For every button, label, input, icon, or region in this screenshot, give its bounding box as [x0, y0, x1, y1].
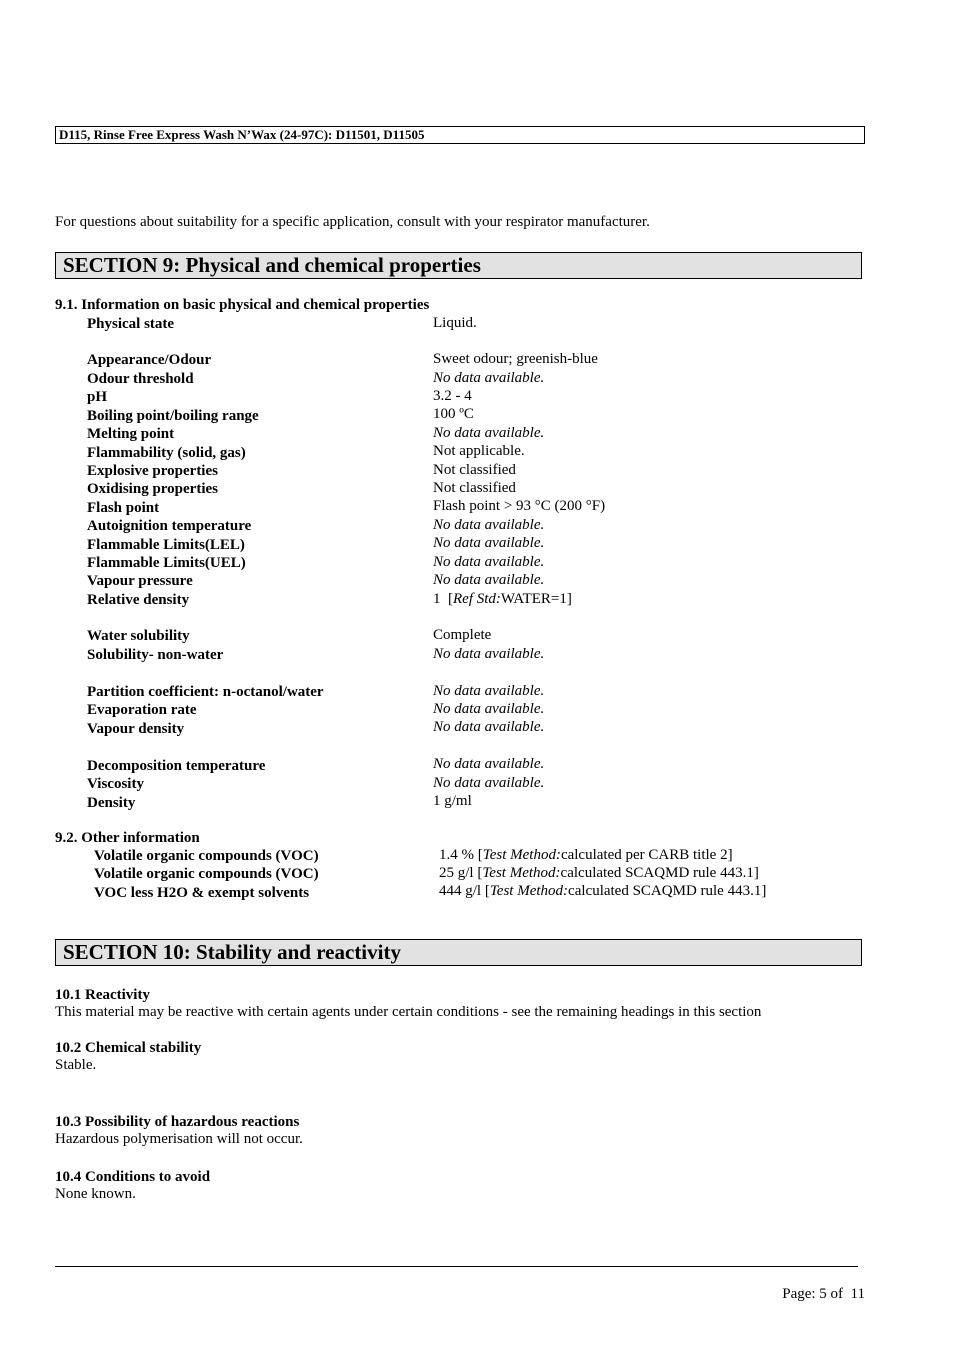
- section-10-heading: SECTION 10: Stability and reactivity: [55, 939, 862, 966]
- prop-label: Evaporation rate: [87, 702, 197, 718]
- prop-value: No data available.: [433, 775, 545, 791]
- conditions-to-avoid-text: None known.: [55, 1186, 136, 1202]
- prop-label: Appearance/Odour: [87, 352, 212, 368]
- prop-value: No data available.: [433, 370, 545, 386]
- prop-value: No data available.: [433, 701, 545, 717]
- prop-label: Odour threshold: [87, 371, 194, 387]
- prop-value: No data available.: [433, 517, 545, 533]
- subsection-9-2-heading: 9.2. Other information: [55, 830, 200, 846]
- prop-label: Flammable Limits(LEL): [87, 537, 245, 553]
- prop-value: 100 ºC: [433, 406, 474, 422]
- voc-value: 25 g/l [Test Method:calculated SCAQMD rule 443.1]: [439, 865, 759, 881]
- voc-label: Volatile organic compounds (VOC): [94, 866, 319, 882]
- prop-label: Oxidising properties: [87, 481, 218, 497]
- hazardous-reactions-heading: 10.3 Possibility of hazardous reactions: [55, 1114, 300, 1130]
- prop-value: No data available.: [433, 535, 545, 551]
- prop-value: No data available.: [433, 756, 545, 772]
- prop-label: Physical state: [87, 316, 175, 332]
- reactivity-text: This material may be reactive with certain agents under certain conditions - see the remaining headings in this section: [55, 1004, 762, 1020]
- prop-label: Vapour pressure: [87, 573, 193, 589]
- voc-label: Volatile organic compounds (VOC): [94, 848, 319, 864]
- prop-value: No data available.: [433, 646, 545, 662]
- prop-value: 1 g/ml: [433, 793, 472, 809]
- respirator-note: For questions about suitability for a specific application, consult with your respirator manufacturer.: [55, 214, 650, 230]
- prop-label: Flammability (solid, gas): [87, 445, 246, 461]
- prop-label: Partition coefficient: n-octanol/water: [87, 684, 324, 700]
- chemical-stability-text: Stable.: [55, 1057, 97, 1073]
- footer-divider: [55, 1266, 858, 1267]
- prop-label: Solubility- non-water: [87, 647, 224, 663]
- prop-label: Flammable Limits(UEL): [87, 555, 246, 571]
- prop-value: 1 [Ref Std:WATER=1]: [433, 591, 572, 607]
- prop-label: Autoignition temperature: [87, 518, 252, 534]
- prop-label: Density: [87, 795, 136, 811]
- prop-value: No data available.: [433, 683, 545, 699]
- prop-value: Not classified: [433, 480, 516, 496]
- voc-less-label: VOC less H2O & exempt solvents: [94, 885, 310, 901]
- prop-value: Not applicable.: [433, 443, 525, 459]
- prop-label: Flash point: [87, 500, 160, 516]
- prop-label: Vapour density: [87, 721, 185, 737]
- prop-value: No data available.: [433, 719, 545, 735]
- page-number: Page: 5 of 11: [782, 1286, 865, 1302]
- prop-value: Not classified: [433, 462, 516, 478]
- prop-value: Liquid.: [433, 315, 477, 331]
- subsection-9-1-heading: 9.1. Information on basic physical and chemical properties: [55, 297, 430, 313]
- chemical-stability-heading: 10.2 Chemical stability: [55, 1040, 202, 1056]
- prop-label: pH: [87, 389, 108, 405]
- voc-value: 1.4 % [Test Method:calculated per CARB title 2]: [439, 847, 733, 863]
- prop-value: Flash point > 93 °C (200 °F): [433, 498, 606, 514]
- section-9-heading: SECTION 9: Physical and chemical properties: [55, 252, 862, 279]
- prop-value: 3.2 - 4: [433, 388, 472, 404]
- prop-label: Explosive properties: [87, 463, 218, 479]
- prop-label: Boiling point/boiling range: [87, 408, 259, 424]
- prop-value: No data available.: [433, 425, 545, 441]
- conditions-to-avoid-heading: 10.4 Conditions to avoid: [55, 1169, 211, 1185]
- prop-label: Relative density: [87, 592, 190, 608]
- product-title-box: [55, 126, 865, 144]
- prop-value: No data available.: [433, 554, 545, 570]
- hazardous-reactions-text: Hazardous polymerisation will not occur.: [55, 1131, 303, 1147]
- prop-label: Water solubility: [87, 628, 190, 644]
- prop-label: Viscosity: [87, 776, 144, 792]
- prop-value: Sweet odour; greenish-blue: [433, 351, 598, 367]
- prop-value: No data available.: [433, 572, 545, 588]
- reactivity-heading: 10.1 Reactivity: [55, 987, 150, 1003]
- prop-label: Decomposition temperature: [87, 758, 266, 774]
- product-title: D115, Rinse Free Express Wash N’Wax (24-97C): D11501, D11505: [59, 127, 425, 142]
- voc-less-value: 444 g/l [Test Method:calculated SCAQMD rule 443.1]: [439, 883, 767, 899]
- prop-value: Complete: [433, 627, 492, 643]
- prop-label: Melting point: [87, 426, 175, 442]
